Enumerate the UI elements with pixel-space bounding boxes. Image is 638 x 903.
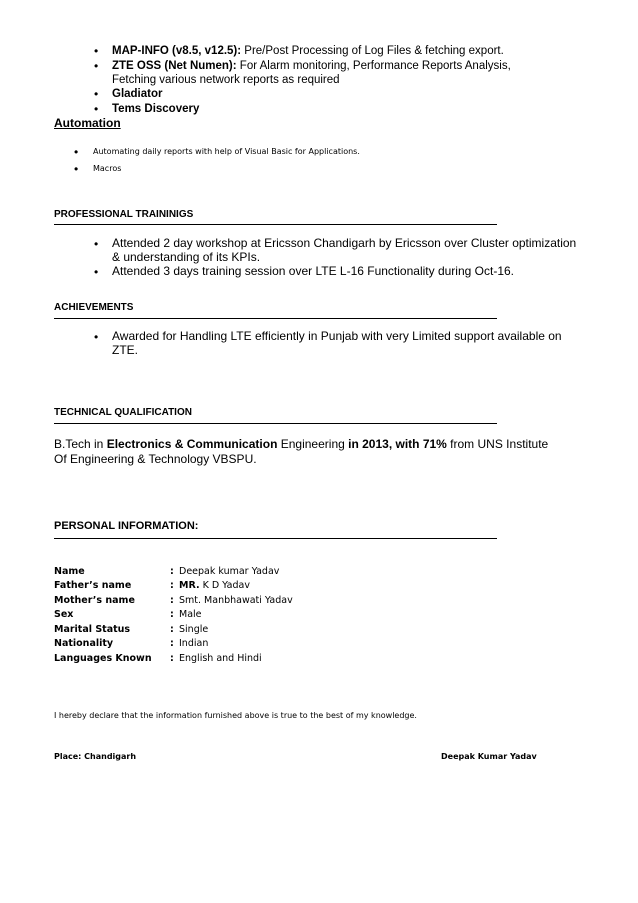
personal-heading: PERSONAL INFORMATION: <box>54 520 199 532</box>
qualification-heading: TECHNICAL QUALIFICATION <box>54 407 192 418</box>
automation-heading: Automation <box>54 116 121 130</box>
achievements-heading: ACHIEVEMENTS <box>54 302 134 313</box>
place-text: Place: Chandigarh <box>54 752 137 761</box>
personal-value-sex: Male <box>179 609 202 620</box>
bullet-icon: • <box>94 237 99 251</box>
personal-label-languages: Languages Known <box>54 653 152 664</box>
personal-label-nationality: Nationality <box>54 638 114 649</box>
tool-item-tems: Tems Discovery <box>112 103 200 115</box>
personal-label-marital: Marital Status <box>54 624 131 635</box>
personal-value-marital: Single <box>179 624 209 635</box>
declaration-text: I hereby declare that the information furnished above is true to the best of my knowledge. <box>54 711 417 720</box>
section-divider <box>54 538 497 539</box>
tool-item-zte-oss: ZTE OSS (Net Numen): For Alarm monitoring, Performance Reports Analysis, <box>112 60 511 72</box>
automation-item-macros: Macros <box>93 164 122 173</box>
personal-colon: : <box>170 638 174 649</box>
achievement-item-lte-line2: ZTE. <box>112 343 138 357</box>
bullet-icon: • <box>94 265 99 279</box>
bullet-icon: • <box>74 145 79 159</box>
trainings-heading: PROFESSIONAL TRAININIGS <box>54 209 194 220</box>
personal-colon: : <box>170 595 174 606</box>
bullet-icon: • <box>94 59 99 73</box>
automation-item-vba: Automating daily reports with help of Visual Basic for Applications. <box>93 147 360 156</box>
training-item-ericsson-line2: & understanding of its KPIs. <box>112 250 261 264</box>
personal-colon: : <box>170 580 174 591</box>
achievement-item-lte: Awarded for Handling LTE efficiently in Punjab with very Limited support available on <box>112 329 562 343</box>
personal-label-mother: Mother’s name <box>54 595 135 606</box>
qualification-text: B.Tech in Electronics & Communication Engineering in 2013, with 71% from UNS Institute <box>54 437 549 451</box>
personal-label-sex: Sex <box>54 609 74 620</box>
personal-colon: : <box>170 566 174 577</box>
bullet-icon: • <box>94 44 99 58</box>
bullet-icon: • <box>94 87 99 101</box>
personal-value-father: MR. K D Yadav <box>179 580 250 591</box>
personal-value-languages: English and Hindi <box>179 653 262 664</box>
personal-label-name: Name <box>54 566 85 577</box>
section-divider <box>54 423 497 424</box>
personal-value-name: Deepak kumar Yadav <box>179 566 280 577</box>
bullet-icon: • <box>94 102 99 116</box>
training-item-ericsson: Attended 2 day workshop at Ericsson Chandigarh by Ericsson over Cluster optimization <box>112 236 577 250</box>
tool-item-gladiator: Gladiator <box>112 88 163 100</box>
personal-value-mother: Smt. Manbhawati Yadav <box>179 595 293 606</box>
section-divider <box>54 318 497 319</box>
personal-label-father: Father’s name <box>54 580 132 591</box>
tool-item-zte-oss-line2: Fetching various network reports as required <box>112 74 340 86</box>
training-item-lte: Attended 3 days training session over LTE L-16 Functionality during Oct-16. <box>112 264 514 278</box>
qualification-text-line2: Of Engineering & Technology VBSPU. <box>54 452 257 466</box>
bullet-icon: • <box>74 162 79 176</box>
personal-colon: : <box>170 609 174 620</box>
bullet-icon: • <box>94 330 99 344</box>
personal-colon: : <box>170 624 174 635</box>
personal-value-nationality: Indian <box>179 638 209 649</box>
signature-name: Deepak Kumar Yadav <box>441 752 537 761</box>
personal-colon: : <box>170 653 174 664</box>
tool-item-mapinfo: MAP-INFO (v8.5, v12.5): Pre/Post Processing of Log Files & fetching export. <box>112 45 504 57</box>
section-divider <box>54 224 497 225</box>
